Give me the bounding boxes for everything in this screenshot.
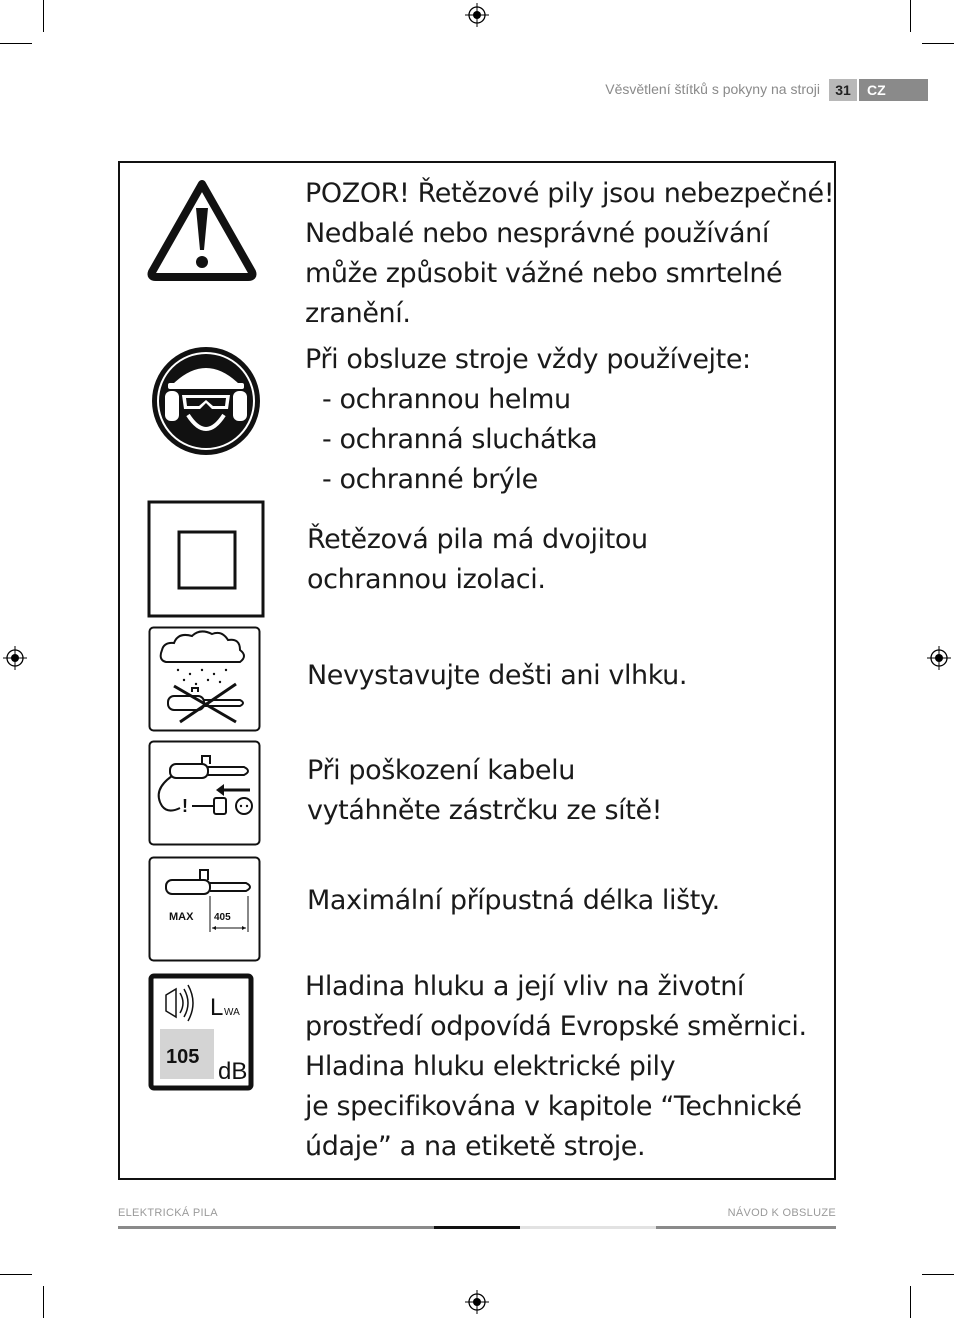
max-value: 405 — [214, 912, 231, 923]
label-text-protective-gear: Při obsluze stroje vždy používejte: - ochrannou helmu - ochranná sluchátka - ochranné brýle — [305, 344, 751, 495]
max-label: MAX — [169, 911, 194, 923]
label-text-warning: POZOR! Řetězové pily jsou nebezpečné! Nedbalé nebo nesprávné používání může způsobit vážné nebo smrtelné zranění. — [305, 178, 835, 329]
footer-product: ELEKTRICKÁ PILA — [118, 1207, 218, 1219]
crop-mark — [922, 43, 954, 44]
lwa-label: L — [210, 994, 224, 1021]
footer-rule — [434, 1226, 520, 1229]
crop-mark — [0, 43, 32, 44]
section-title: Věsvětlení štítků s pokyny na stroji — [605, 81, 820, 97]
label-text-noise: Hladina hluku a její vliv na životní prostředí odpovídá Evropské směrnici. Hladina hluku elektrické pily je specifikována v kapitole “Technické údaje” a na etiketě stroje. — [305, 971, 807, 1162]
label-text-no-rain: Nevystavujte dešti ani vlhku. — [307, 660, 688, 691]
crop-mark — [43, 1286, 44, 1318]
crop-mark — [43, 0, 44, 32]
page-number: 31 — [829, 79, 857, 101]
no-rain-icon — [148, 626, 261, 732]
footer-rule — [520, 1226, 656, 1229]
noise-level-icon — [148, 973, 254, 1091]
registration-mark-icon — [465, 1290, 489, 1314]
label-text-max-bar-length: Maximální přípustná délka lišty. — [307, 885, 720, 916]
crop-mark — [910, 0, 911, 32]
language-tag: CZ — [859, 79, 928, 101]
crop-mark — [910, 1286, 911, 1318]
protective-gear-icon — [150, 345, 262, 457]
label-text-unplug-cable: Při poškození kabelu vytáhněte zástrčku ze sítě! — [307, 755, 663, 826]
footer-rule — [656, 1226, 836, 1229]
noise-value: 105 — [166, 1046, 200, 1068]
registration-mark-icon — [3, 646, 27, 670]
label-text-double-insulation: Řetězová pila má dvojitou ochrannou izolaci. — [307, 524, 648, 595]
lwa-subscript: WA — [224, 1007, 240, 1018]
crop-mark — [922, 1274, 954, 1275]
footer-rule — [118, 1226, 434, 1229]
svg-text:!: ! — [182, 796, 188, 816]
double-insulation-icon — [147, 500, 265, 618]
registration-mark-icon — [465, 3, 489, 27]
footer-manual: NÁVOD K OBSLUZE — [727, 1207, 836, 1219]
noise-unit: dB — [218, 1058, 248, 1085]
unplug-damaged-cable-icon — [148, 740, 261, 846]
registration-mark-icon — [927, 646, 951, 670]
warning-triangle-icon — [146, 178, 258, 282]
crop-mark — [0, 1274, 32, 1275]
max-bar-length-icon — [148, 856, 261, 962]
